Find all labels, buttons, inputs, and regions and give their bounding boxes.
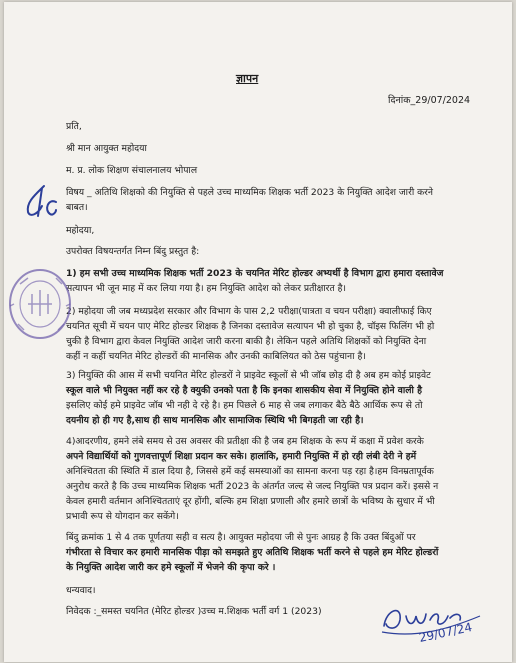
document-date: दिनांक_29/07/2024: [388, 95, 471, 106]
point-2: [66, 304, 494, 364]
thanks: धन्यवाद।: [66, 585, 96, 596]
point-1-line-1: 1) हम सभी उच्च माध्यमिक शिक्षक भर्ती 2023 के चयनित मेरिट होल्डर अभ्यर्थी है विभाग द्वारा हमारा दस्तावेज: [66, 268, 444, 279]
recipient-line-1: श्री मान आयुक्त महोदया: [66, 143, 147, 154]
subject-line-1: विषय _ अतिथि शिक्षको की नियुक्ति से पहले उच्च माध्यमिक शिक्षक भर्ती 2023 के नियुक्ति आदेश जारी करने: [66, 187, 434, 198]
point-2-line-1: 2) महोदया जी जब मध्यप्रदेश सरकार और विभाग के पास 2,2 परीक्षा(पात्रता व चयन परीक्षा) क्वालीफाई किए: [66, 306, 432, 317]
office-stamp: [6, 264, 74, 344]
point-2-line-2: चयनित सूची में चयन पाए मेरिट होल्डर शिक्षक है जिनका दस्तावेज सत्यापन भी हो चुका है, चॉइस फिलिंग भी हो: [66, 321, 435, 332]
point-4-line-3: अनिश्चितता की स्थिति में डाल दिया है, जिससे हमें कई समस्याओं का सामना करना पड़ रहा है।हम विनम्रतापूर्वक: [66, 466, 434, 477]
point-3-line-4: दयनीय हो ही गए है,साथ ही साथ मानसिक और सामाजिक स्थिथि भी बिगड़ती जा रही है।: [66, 415, 364, 426]
point-3: [66, 368, 494, 428]
point-1-line-2: सत्यापन भी जून माह में कर लिया गया है। हम नियुक्ति आदेश को लेकर प्रतीक्षारत है।: [66, 283, 346, 294]
point-2-line-3: चुकी है विभाग द्वारा केवल नियुक्ति आदेश जारी करना बाकी है। लेकिन पहले अतिथि शिक्षकों को नियुक्ति देना: [66, 336, 427, 347]
closing-line-2: गंभीरता से विचार कर हमारी मानसिक पीड़ा को समझते हुए अतिथि शिक्षक भर्ती करने से पहले हम मेरिट होल्डरों: [66, 547, 439, 558]
point-4-line-2: अपने विद्यार्थियों को गुणवत्तापूर्ण शिक्षा प्रदान कर सके। हालांकि, हमारी नियुक्ति में हो रही लंबी देरी ने हमें: [66, 451, 417, 462]
point-4-line-5: केवल हमारी वर्तमान अनिश्चितताएं दूर होंगी, बल्कि हम शिक्षा प्रणाली और हमारे छात्रों के भविष्य के सुधार में भी: [66, 496, 435, 507]
memorandum-page: [4, 2, 512, 662]
point-3-line-1: 3) नियुक्ति की आस में सभी चयनित मेरिट होल्डरों ने प्राइवेट स्कूलों से भी जॉब छोड़ दी है अब हम कोई प्राइवेट: [66, 370, 431, 381]
handwritten-initials: [16, 180, 60, 224]
document-title: ज्ञापन: [236, 72, 259, 85]
closing-paragraph: [66, 530, 494, 575]
point-4-line-1: 4)आदरणीय, हमने लंबे समय से उस अवसर की प्रतीक्षा की है जब हम शिक्षक के रूप में कक्षा में प्रवेश करके: [66, 436, 424, 447]
recipient-line-2: म. प्र. लोक शिक्षण संचालनालय भोपाल: [66, 165, 198, 176]
point-4: [66, 434, 494, 524]
svg-text:29/07/24: 29/07/24: [417, 620, 474, 645]
subject-line-2: बाबत।: [66, 202, 88, 213]
point-3-line-3: इसलिए कोई हमे प्राइवेट जॉब भी नही दे रहे है। हम पिछले 6 माह से जब लगाकर बैठे बैठे आर्थिक रूप से तो: [66, 400, 423, 411]
point-2-line-4: कहीं न कहीं चयनित मेरिट होल्डरों की मानसिक और उनकी काबिलियत को ठेस पहुंचाना है।: [66, 351, 366, 362]
recipient-prefix: प्रति,: [66, 121, 82, 132]
point-4-line-6: प्रभावी रूप से योगदान कर सकेंगे।: [66, 511, 179, 522]
intro-line: उपरोक्त विषयन्तर्गत निम्न बिंदु प्रस्तुत है:: [66, 246, 200, 257]
point-3-line-2: स्कूल वाले भी नियुक्त नहीं कर रहे है क्युकी उनको पता है कि इनका शासकीय सेवा में नियुक्ति होने वाली है: [66, 385, 422, 396]
receipt-signature: [376, 586, 486, 646]
closing-line-3: के नियुक्ति आदेश जारी कर हमे स्कूलों में भेजने की कृपा करे ।: [66, 562, 276, 573]
point-1: [66, 266, 494, 296]
subject: [66, 185, 494, 215]
salutation: महोदया,: [66, 225, 95, 236]
point-4-line-4: अनुरोध करते है कि उच्च माध्यमिक शिक्षक भर्ती 2023 के अंतर्गत जल्द से जल्द नियुक्ति पत्र प्रदान करें। इससे न: [66, 481, 439, 492]
sender-line: निवेदक :_समस्त चयनित (मेरिट होल्डर )उच्च म.शिक्षक भर्ती वर्ग 1 (2023): [66, 606, 322, 617]
closing-line-1: बिंदु क्रमांक 1 से 4 तक पूर्णतया सही व सत्य है। आयुक्त महोदया जी से पुनः आग्रह है कि उक्त बिंदुओं पर: [66, 532, 416, 543]
